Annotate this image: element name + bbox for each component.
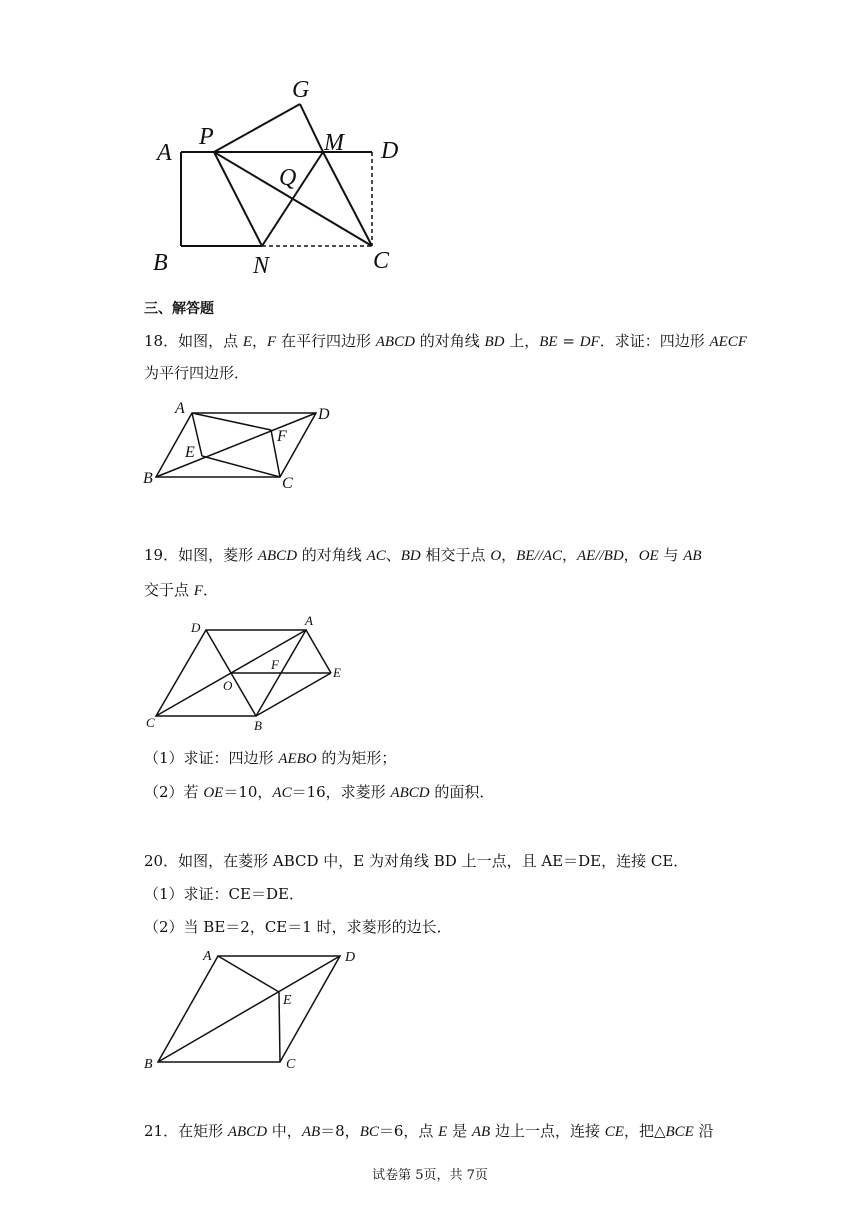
fig17-label-G: G (292, 77, 310, 103)
q19-line2: 交于点 F． (144, 581, 218, 599)
fig20-label-E: E (283, 993, 292, 1008)
fig18-label-A: A (175, 400, 185, 417)
fig19-label-D: D (191, 620, 201, 635)
figure-19-rhombus (0, 610, 860, 740)
fig18-label-B: B (143, 470, 153, 487)
fig18-label-D: D (318, 406, 330, 423)
q19-sub1: （1）求证：四边形 AEBO 的为矩形； (144, 749, 397, 767)
q20-sub1: （1）求证：CE＝DE． (144, 885, 304, 903)
fig17-label-M: M (324, 130, 344, 156)
fig19-label-B: B (254, 718, 262, 733)
fig18-label-C: C (282, 475, 293, 492)
fig19-label-F: F (271, 657, 279, 672)
fig17-label-C: C (373, 248, 390, 274)
fig19-label-A: A (305, 613, 313, 628)
q18-line1: 18．如图，点 E，F 在平行四边形 ABCD 的对角线 BD 上，BE = DF．求证：四边形 AECF (144, 332, 747, 350)
fig17-label-A: A (157, 140, 172, 166)
fig20-label-A: A (203, 949, 212, 964)
fig19-label-C: C (146, 715, 155, 730)
section-title: 三、解答题 (144, 301, 214, 317)
fig19-label-O: O (223, 678, 233, 693)
fig17-label-B: B (153, 250, 168, 276)
q20-line1: 20．如图，在菱形 ABCD 中，E 为对角线 BD 上一点，且 AE＝DE，连接 CE． (144, 852, 689, 870)
figure-18-parallelogram (0, 395, 860, 515)
q19-line1: 19．如图，菱形 ABCD 的对角线 AC、BD 相交于点 O，BE//AC，AE//BD，OE 与 AB (144, 546, 702, 564)
fig17-label-D: D (381, 138, 399, 164)
fig18-label-E: E (185, 444, 195, 461)
q19-sub2: （2）若 OE＝10，AC＝16，求菱形 ABCD 的面积． (144, 783, 495, 801)
fig20-label-C: C (286, 1057, 296, 1072)
figure-20-rhombus (0, 940, 860, 1080)
q20-sub2: （2）当 BE＝2，CE＝1 时，求菱形的边长． (144, 918, 452, 936)
fig20-label-D: D (345, 950, 356, 965)
fig20-label-B: B (144, 1057, 153, 1072)
q18-line2: 为平行四边形． (144, 364, 250, 382)
fig18-label-F: F (277, 428, 287, 445)
q21-line1: 21．在矩形 ABCD 中，AB＝8，BC＝6，点 E 是 AB 边上一点，连接 CE，把△BCE 沿 (144, 1122, 714, 1140)
fig17-label-Q: Q (279, 165, 297, 191)
page-footer: 试卷第 5页，共 7页 (372, 1168, 488, 1183)
fig17-label-N: N (253, 253, 270, 279)
fig17-label-P: P (199, 124, 214, 150)
fig19-label-E: E (333, 665, 341, 680)
figure-17-rectangle-fold (0, 0, 860, 300)
